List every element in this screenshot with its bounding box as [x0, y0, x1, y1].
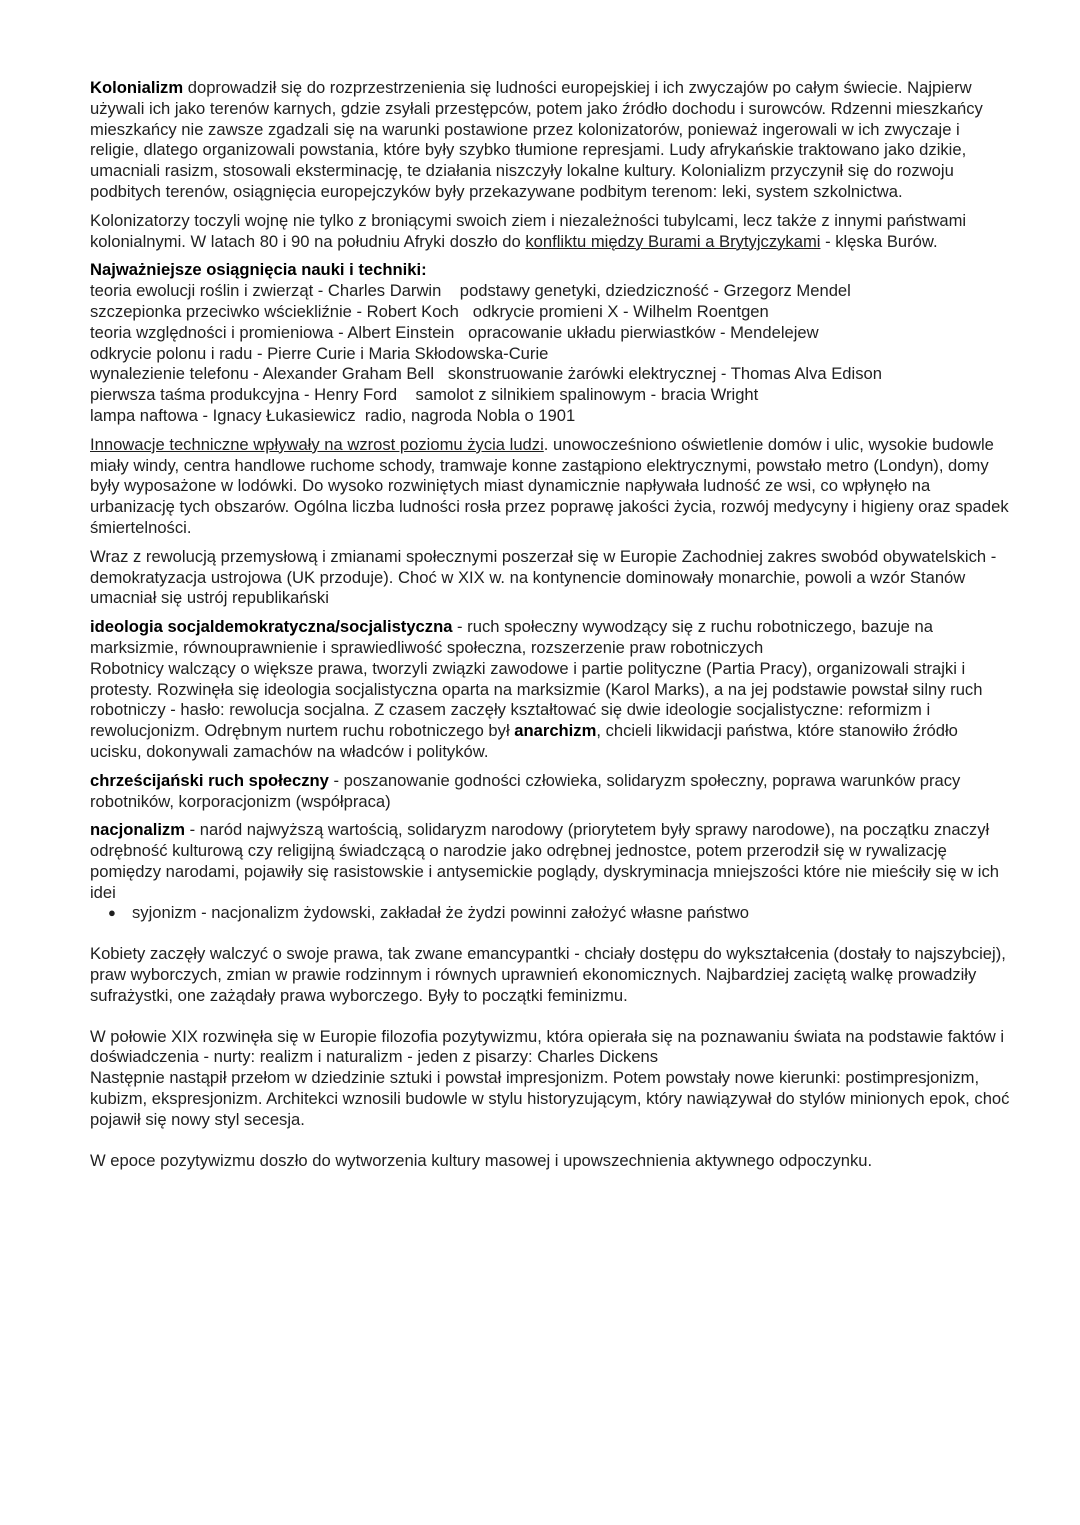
achievement-line: szczepionka przeciwko wściekliźnie - Robert Koch odkrycie promieni X - Wilhelm Roentgen: [90, 301, 769, 321]
paragraph-mass-culture: W epoce pozytywizmu doszło do wytworzenia kultury masowej i upowszechnienia aktywnego odpoczynku.: [90, 1150, 873, 1170]
colonial-wars-text: Kolonizatorzy toczyli wojnę nie tylko z broniącymi swoich ziem i niezależności tubylcami, lecz także z innymi państwami kolonialnymi. W latach 80 i 90 na południu Afryki doszło do: [90, 210, 967, 251]
achievement-line: pierwsza taśma produkcyjna - Henry Ford samolot z silnikiem spalinowym - bracia Wright: [90, 385, 759, 405]
nationalism-text: - naród najwyższą wartością, solidaryzm narodowy (priorytetem były sprawy narodowe), na początku znaczył odrębność kulturową czy religijną świadczącą o narodzie jako odrębnej jednostce, potem przerodził się w rywalizację pomiędzy narodami, pojawiły się rasistowskie i antysemickie poglądy, dyskryminacja mniejszości które nie mieściły się w ich idei: [90, 820, 999, 902]
achievement-line: teoria ewolucji roślin i zwierząt - Charles Darwin podstawy genetyki, dziedziczność - Grzegorz Mendel: [90, 281, 851, 301]
achievements-heading: Najważniejsze osiągnięcia nauki i techniki:: [90, 260, 427, 280]
colonialism-text: doprowadził się do rozprzestrzenienia się ludności europejskiej i ich zwyczajów po całym świecie. Najpierw używali ich jako terenów karnych, gdzie zsyłali przestępców, potem jako źródło dochodu i surowców. Rdzenni mieszkańcy mieszkańcy nie zawsze zgadzali się na warunki postawione przez kolonizatorów, ponieważ ingerowali w ich zwyczaje i religie, dlatego organizowali powstania, które były szybko tłumione represjami. Ludy afrykańskie traktowano jako dzikie, umacniali rasizm, stosowali eksterminację, te działania niszczyły lokalne kultury. Kolonializm przyczynił się do rozwoju podbitych terenów, osiągnięcia europejczyków były przekazywane podbitym terenom: leki, system szkolnictwa.: [90, 78, 983, 201]
paragraph-emancipation: Kobiety zaczęły walczyć o swoje prawa, tak zwane emancypantki - chciały dostępu do wykształcenia (dostały to najszybciej), praw wyborczych, zmian w prawie rodzinnym i równych uprawnień ekonomicznych. Najbardziej zaciętą walkę prowadziły sufrażystki, one zażądały prawa wyborczego. Były to początki feminizmu.: [90, 944, 1006, 1005]
term-nationalism: nacjonalizm: [90, 820, 185, 840]
achievement-line: wynalezienie telefonu - Alexander Graham Bell skonstruowanie żarówki elektrycznej - Thomas Alva Edison: [90, 364, 882, 384]
achievement-line: odkrycie polonu i radu - Pierre Curie i Maria Skłodowska-Curie: [90, 343, 549, 363]
art-movements-text: Następnie nastąpił przełom w dziedzinie sztuki i powstał impresjonizm. Potem powstały nowe kierunki: postimpresjonizm, kubizm, ekspresjonizm. Architekci wznosili budowle w stylu historyzującym, który nawiązywał do stylów minionych epok, choć pojawił się nowy styl secesja.: [90, 1068, 1010, 1129]
innovations-underlined: Innowacje techniczne wpływały na wzrost poziomu życia ludzi: [90, 434, 544, 454]
paragraph-colonial-wars: [90, 211, 1010, 253]
achievement-line: lampa naftowa - Ignacy Łukasiewicz radio, nagroda Nobla o 1901: [90, 405, 576, 425]
paragraph-democratization: Wraz z rewolucją przemysłową i zmianami społecznymi poszerzał się w Europie Zachodniej zakres swobód obywatelskich - demokratyzacja ustrojowa (UK przoduje). Choć w XIX w. na kontynencie dominowały monarchie, powoli a wzór Stanów umacniał się ustrój republikański: [90, 546, 997, 608]
boer-war-underlined: konfliktu między Burami a Brytyjczykami: [525, 231, 821, 251]
innovations-text: . unowocześniono oświetlenie domów i ulic, wysokie budowle miały windy, centra handlowe ruchome schody, tramwaje konne zastąpiono elektrycznymi, powstało metro (Londyn), domy były wyposażone w lodówki. Do wysoko rozwiniętych miast dynamicznie napływała ludność ze wsi, co wpłynęło na urbanizację tych obszarów. Ogólna liczba ludności rosła przez poprawę jakości życia, rozwój medycyny i higieny oraz spadek śmiertelności.: [90, 434, 1009, 537]
socialism-text: Robotnicy walczący o większe prawa, tworzyli związki zawodowe i partie polityczne (Partia Pracy), organizowali strajki i protesty. Rozwinęła się ideologia socjalistyczna oparta na marksizmie (Karol Marks), a na jej podstawie powstał silny ruch robotniczy - hasło: rewolucja socjalna. Z czasem zaczęły kształtować się dwie ideologie socjalistyczne: reformizm i rewolucjonizm. Odrębnym nurtem ruchu robotniczego był: [90, 658, 983, 741]
achievement-line: teoria względności i promieniowa - Albert Einstein opracowanie układu pierwiastków - Mendelejew: [90, 322, 819, 342]
paragraph-nationalism: [90, 820, 1010, 924]
zionism-text: syjonizm - nacjonalizm żydowski, zakładał że żydzi powinni założyć własne państwo: [132, 903, 749, 923]
list-item: [108, 903, 1010, 924]
paragraph-positivism: [90, 1027, 1010, 1131]
paragraph-achievements: [90, 260, 1010, 426]
paragraph-socialism: [90, 617, 1010, 763]
document-page: [90, 78, 1010, 1179]
colonial-wars-end: - klęska Burów.: [820, 231, 938, 251]
socialism-definition: - ruch społeczny wywodzący się z ruchu robotniczego, bazuje na marksizmie, równouprawnienie i sprawiedliwość społeczna, rozszerzenie praw robotniczych: [90, 617, 933, 657]
paragraph-christian-movement: [90, 771, 1010, 813]
term-socialism: ideologia socjaldemokratyczna/socjalistyczna: [90, 617, 453, 637]
bullet-icon: ●: [108, 905, 116, 921]
term-anarchism: anarchizm: [514, 721, 597, 741]
christian-movement-text: - poszanowanie godności człowieka, solidaryzm społeczny, poprawa warunków pracy robotników, korporacjonizm (współpraca): [90, 770, 961, 811]
paragraph-colonialism: [90, 78, 1010, 203]
paragraph-innovations: [90, 435, 1010, 539]
anarchism-text: , chcieli likwidacji państwa, które stanowiło źródło ucisku, dokonywali zamachów na władców i polityków.: [90, 721, 958, 761]
positivism-text: W połowie XIX rozwinęła się w Europie filozofia pozytywizmu, która opierała się na poznawaniu świata na podstawie faktów i doświadczenia - nurty: realizm i naturalizm - jeden z pisarzy: Charles Dickens: [90, 1026, 1005, 1067]
term-colonialism: Kolonializm: [90, 78, 184, 97]
term-christian-movement: chrześcijański ruch społeczny: [90, 770, 329, 790]
